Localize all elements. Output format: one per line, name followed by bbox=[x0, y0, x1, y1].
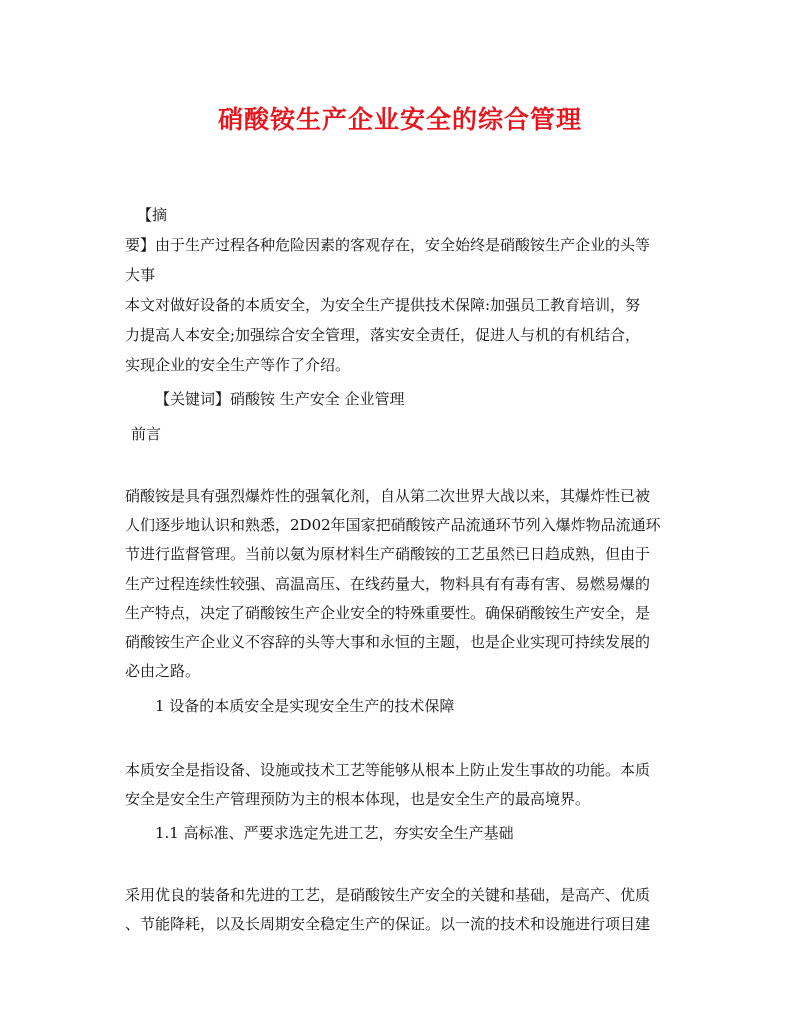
keywords: 【关键词】硝酸铵 生产安全 企业管理 bbox=[155, 390, 405, 408]
abstract-line: 大事 bbox=[125, 266, 156, 284]
abstract-line: 要】由于生产过程各种危险因素的客观存在，安全始终是硝酸铵生产企业的头等 bbox=[125, 236, 651, 254]
preface-heading: 前言 bbox=[131, 425, 162, 443]
preface-line: 硝酸铵生产企业义不容辞的头等大事和永恒的主题，也是企业实现可持续发展的 bbox=[125, 633, 651, 651]
document-title: 硝酸铵生产企业安全的综合管理 bbox=[217, 105, 582, 134]
section-1-heading: 1 设备的本质安全是实现安全生产的技术保障 bbox=[155, 697, 455, 715]
section-1-line: 本质安全是指设备、设施或技术工艺等能够从根本上防止发生事故的功能。本质 bbox=[125, 761, 651, 779]
abstract-line: 力提高人本安全;加强综合安全管理，落实安全责任，促进人与机的有机结合， bbox=[125, 326, 641, 344]
preface-line: 生产特点，决定了硝酸铵生产企业安全的特殊重要性。确保硝酸铵生产安全，是 bbox=[125, 604, 651, 622]
abstract-line: 本文对做好设备的本质安全，为安全生产提供技术保障:加强员工教育培训，努 bbox=[125, 296, 641, 314]
abstract-line: 实现企业的安全生产等作了介绍。 bbox=[125, 356, 351, 374]
section-1-1-line: 采用优良的装备和先进的工艺，是硝酸铵生产安全的关键和基础，是高产、优质 bbox=[125, 886, 651, 904]
preface-line: 必由之路。 bbox=[125, 662, 201, 680]
preface-line: 节进行监督管理。当前以氨为原材料生产硝酸铵的工艺虽然已日趋成熟，但由于 bbox=[125, 545, 651, 563]
preface-line: 生产过程连续性较强、高温高压、在线药量大，物料具有有毒有害、易燃易爆的 bbox=[125, 575, 651, 593]
abstract-line: 【摘 bbox=[137, 206, 168, 224]
section-1-line: 安全是安全生产管理预防为主的根本体现，也是安全生产的最高境界。 bbox=[125, 790, 591, 808]
section-1-1-line: 、节能降耗，以及长周期安全稳定生产的保证。以一流的技术和设施进行项目建 bbox=[125, 915, 651, 933]
preface-line: 人们逐步地认识和熟悉，2D02年国家把硝酸铵产品流通环节列入爆炸物品流通环 bbox=[125, 516, 661, 534]
section-1-1-heading: 1.1 高标准、严要求选定先进工艺，夯实安全生产基础 bbox=[155, 824, 514, 842]
preface-line: 硝酸铵是具有强烈爆炸性的强氧化剂，自从第二次世界大战以来，其爆炸性已被 bbox=[125, 487, 651, 505]
